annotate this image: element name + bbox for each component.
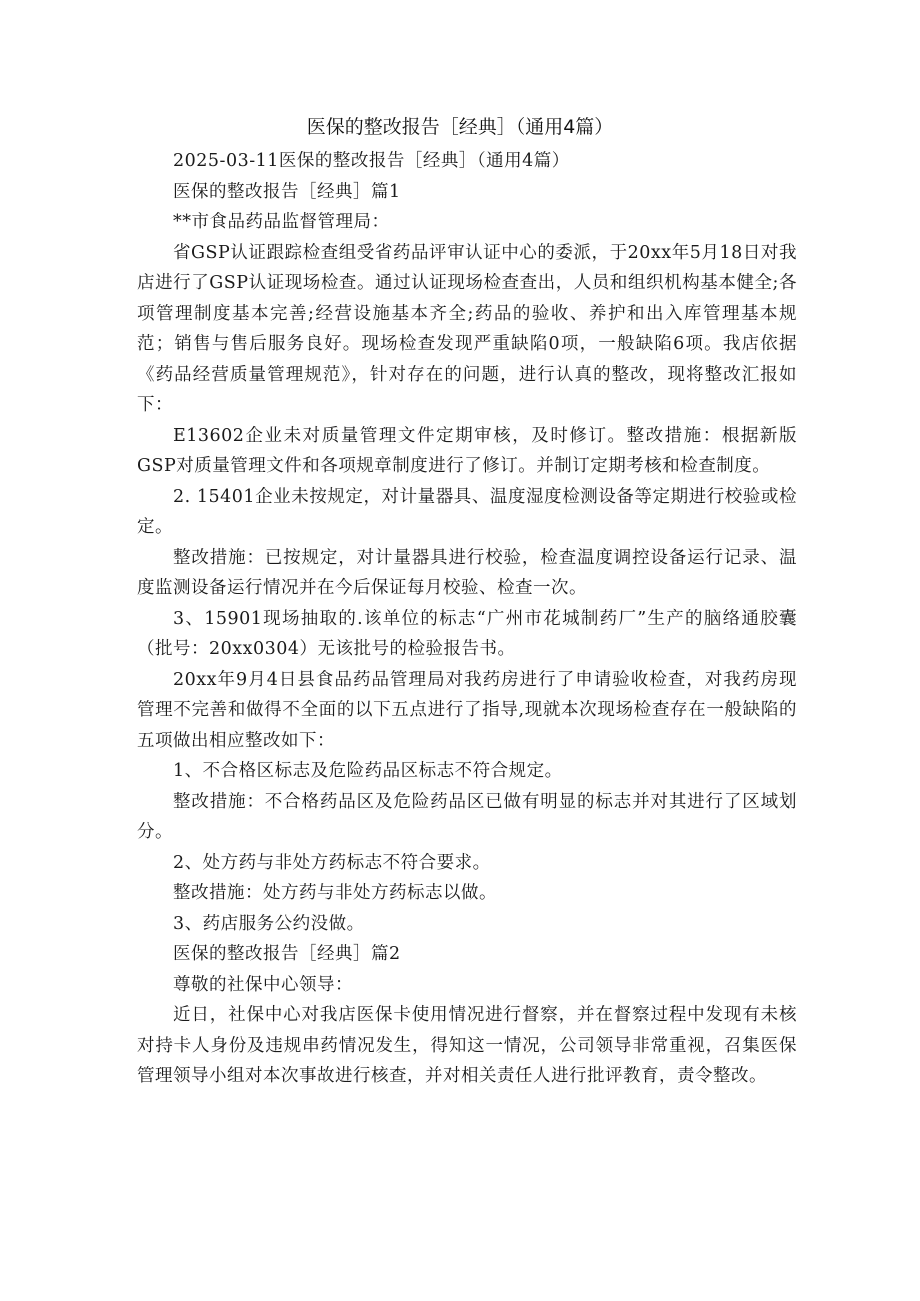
salutation-2: 尊敬的社保中心领导：: [173, 974, 353, 995]
date-line: 2025-03-11医保的整改报告［经典］（通用4篇）: [173, 151, 570, 171]
body-paragraph: 省GSP认证跟踪检查组受省药品评审认证中心的委派，于20xx年5月18日对我店进行了GSP认证现场检查。通过认证现场检查查出，人员和组织机构基本健全;各项管理制度基本完善;经营设施基本齐全;药品的验收、养护和出入库管理基本规范；销售与售后服务良好。现场检查发现严重缺陷0项，一般缺陷6项。我店依据《药品经营质量管理规范》，针对存在的问题，进行认真的整改，现将整改汇报如下：: [137, 242, 797, 415]
body-paragraph: 1、不合格区标志及危险药品区标志不符合规定。: [173, 761, 563, 781]
body-paragraph: 3、药店服务公约没做。: [173, 913, 365, 934]
body-paragraph: 整改措施：处方药与非处方药标志以做。: [173, 883, 497, 903]
body-paragraph: E13602企业未对质量管理文件定期审核，及时修订。整改措施：根据新版GSP对质量管理文件和各项规章制度进行了修订。并制订定期考核和检查制度。: [137, 425, 797, 476]
document-title: 医保的整改报告［经典］（通用4篇）: [306, 116, 614, 138]
document-body: [137, 146, 797, 1092]
body-paragraph: 整改措施：已按规定，对计量器具进行校验，检查温度调控设备运行记录、温度监测设备运行情况并在今后保证每月校验、检查一次。: [137, 547, 797, 598]
body-paragraph: 20xx年9月4日县食品药品管理局对我药房进行了申请验收检查，对我药房现管理不完善和做得不全面的以下五点进行了指导,现就本次现场检查存在一般缺陷的五项做出相应整改如下：: [137, 669, 797, 751]
body-paragraph: 3、15901现场抽取的.该单位的标志“广州市花城制药厂”生产的脑络通胶囊（批号：20xx0304）无该批号的检验报告书。: [137, 608, 797, 659]
body-paragraph: 近日，社保中心对我店医保卡使用情况进行督察，并在督察过程中发现有未核对持卡人身份及违规串药情况发生，得知这一情况，公司领导非常重视，召集医保管理领导小组对本次事故进行核查，并对相关责任人进行批评教育，责令整改。: [137, 1005, 797, 1086]
salutation-1: **市食品药品监督管理局：: [173, 212, 390, 232]
body-paragraph: 2、处方药与非处方药标志不符合要求。: [173, 852, 491, 873]
section-heading-2: 医保的整改报告［经典］篇2: [173, 944, 401, 964]
body-paragraph: 整改措施：不合格药品区及危险药品区已做有明显的标志并对其进行了区域划分。: [137, 791, 797, 842]
section-heading-1: 医保的整改报告［经典］篇1: [173, 181, 401, 202]
body-paragraph: 2. 15401企业未按规定，对计量器具、温度湿度检测设备等定期进行校验或检定。: [137, 486, 797, 537]
